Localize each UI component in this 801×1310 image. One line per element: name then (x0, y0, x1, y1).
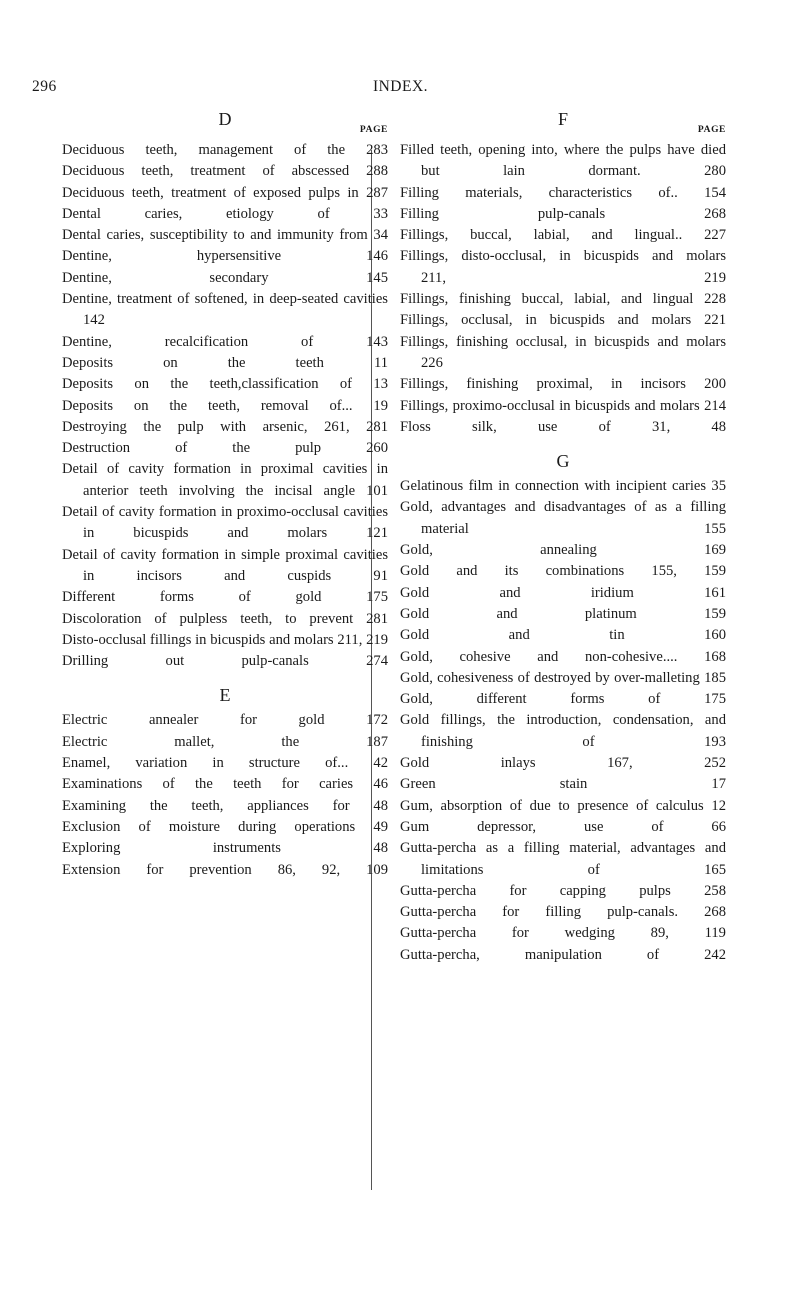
dot-leader (330, 206, 374, 222)
entry-page: 42 (373, 755, 388, 772)
entry-text: Gum depressor, use of (400, 818, 664, 835)
index-entry (400, 625, 726, 646)
entry-text: Detail of cavity formation in proximo-occlusal cavities in bicuspids and molars (62, 504, 388, 542)
entry-text: Gutta-percha for filling pulp-canals. (400, 904, 679, 921)
entry-text: Drilling out pulp-canals (62, 653, 309, 670)
entry-page: 48 (373, 797, 389, 814)
entry-page: 35 (711, 478, 726, 495)
entry-page: 214 (704, 397, 726, 414)
entry-text: Gutta-percha for wedging (400, 925, 615, 942)
dot-leader (615, 925, 651, 941)
page-column-label: PAGE (359, 125, 388, 135)
entry-text: Deposits on the teeth,classification of (62, 376, 353, 393)
dot-leader (671, 883, 704, 899)
entry-page: 159 (704, 605, 726, 622)
dot-leader (355, 483, 366, 499)
entry-page: 66 (711, 818, 726, 835)
entry-text: Different forms of gold (62, 589, 322, 606)
entry-text: Gutta-percha for capping pulps (400, 882, 671, 899)
dot-leader (321, 440, 366, 456)
dot-leader (269, 270, 367, 286)
dot-leader (682, 227, 704, 243)
dot-leader (281, 248, 366, 264)
entry-page: 228 (704, 291, 726, 308)
entry-text: Fillings, finishing buccal, labial, and lingual (400, 291, 694, 308)
entry-text: Deciduous teeth, management of the (62, 142, 346, 158)
entry-page: 143 (366, 333, 388, 350)
dot-leader (677, 649, 704, 665)
dot-leader (691, 312, 704, 328)
index-entry (62, 417, 388, 438)
dot-leader (659, 947, 704, 963)
entry-text: Gutta-percha, manipulation of (400, 946, 660, 963)
entry-text: Gold, cohesiveness of destroyed by over-malleting (400, 669, 700, 686)
dot-leader (331, 568, 373, 584)
dot-leader (686, 376, 704, 392)
page-column-label: PAGE (697, 125, 726, 135)
index-entry (400, 374, 726, 395)
entry-text: Electric mallet, the (62, 733, 300, 750)
entry-page: 146 (366, 248, 388, 265)
index-entry (400, 310, 726, 331)
entry-text: Gold, cohesive and non-cohesive.... (400, 648, 678, 665)
left-column (62, 108, 388, 881)
index-entry (62, 353, 388, 374)
entry-text: Green stain (400, 776, 588, 793)
entry-text: Exploring instruments (62, 840, 281, 857)
entry-page: 281 (366, 610, 389, 627)
entry-text: Deciduous teeth, treatment of exposed pulps in (62, 184, 359, 201)
index-entry (62, 374, 388, 395)
entry-text: Deciduous teeth, treatment of abscessed (62, 163, 350, 180)
index-entry (62, 502, 388, 545)
entry-page: 283 (366, 142, 388, 158)
index-entry (400, 246, 726, 289)
dot-leader (353, 398, 374, 414)
dot-leader (313, 334, 366, 350)
entry-page: 169 (704, 542, 726, 559)
index-entry (400, 817, 726, 838)
entry-page: 268 (704, 904, 727, 921)
dot-leader (587, 776, 711, 792)
entry-text: Detail of cavity formation in proximal cavities in anterior teeth involving the incisal angle (62, 461, 388, 499)
index-entry (400, 540, 726, 561)
entry-text: Dental caries, susceptibility to and immunity from (62, 227, 368, 244)
index-entry (62, 732, 388, 753)
index-entry (62, 796, 388, 817)
index-entry (400, 923, 726, 944)
index-entry (62, 860, 388, 881)
index-entry (400, 710, 726, 753)
dot-leader (350, 798, 374, 814)
entry-text: Gutta-percha as a filling material, advantages and limitations of (400, 840, 726, 878)
section-letter: G (556, 451, 570, 472)
entry-page: 33 (373, 205, 388, 222)
index-entry (400, 204, 726, 225)
entry-text: Electric annealer for gold (62, 712, 325, 729)
dot-leader (625, 627, 704, 643)
entry-text: Gold and its combinations (400, 563, 625, 580)
entry-text: Examinations of the teeth for caries (62, 776, 354, 793)
index-entry (62, 753, 388, 774)
entry-page: 49 (373, 818, 388, 835)
entry-page: 172 (366, 712, 388, 729)
dot-leader (595, 734, 705, 750)
entry-page: 227 (704, 227, 727, 244)
index-entry (400, 140, 726, 183)
index-entry (62, 225, 388, 246)
dot-leader (353, 611, 366, 627)
page-number: 296 (32, 78, 57, 95)
index-entry (400, 497, 726, 540)
entry-text: Extension for prevention (62, 861, 252, 878)
entry-text: Disto-occlusal fillings in bicuspids and molars (62, 631, 334, 648)
index-entry (400, 604, 726, 625)
entry-page: 280 (704, 163, 726, 180)
index-entry (62, 140, 388, 161)
entry-text: Enamel, variation in structure of... (62, 755, 349, 772)
section-letter: E (219, 685, 231, 706)
entry-page: 242 (704, 946, 726, 963)
entry-text: Gelatinous film in connection with incipient caries (400, 478, 707, 495)
entry-page: 145 (366, 269, 388, 286)
entry-page: 261, 281 (324, 418, 389, 435)
index-entry (400, 753, 726, 774)
dot-leader (660, 691, 704, 707)
entry-page: 221 (704, 312, 726, 329)
entry-page: 193 (704, 733, 726, 750)
entry-page: 161 (704, 584, 726, 601)
entry-text: Filling materials, characteristics of.. (400, 184, 678, 201)
dot-leader (611, 419, 652, 435)
section-heading (400, 438, 726, 476)
index-entry (400, 583, 726, 604)
index-entry (62, 459, 388, 502)
index-entry (400, 796, 726, 817)
entry-page: 175 (366, 589, 388, 606)
index-entry (400, 396, 726, 417)
section-heading (62, 108, 388, 140)
entry-page: 167, 252 (607, 755, 727, 772)
index-entry (62, 268, 388, 289)
entry-page: 200 (704, 376, 727, 393)
index-entry (62, 609, 388, 630)
entry-page: 11 (373, 354, 388, 371)
entry-text: Gold fillings, the introduction, condensation, and finishing of (400, 712, 726, 750)
entry-text: Gold, annealing (400, 542, 597, 559)
entry-text: Examining the teeth, appliances for (62, 797, 350, 814)
entry-text: Deposits on the teeth, removal of... (62, 397, 353, 414)
index-entry (62, 630, 388, 651)
entry-page: 260 (366, 440, 388, 457)
index-entry (62, 817, 388, 838)
entry-page: 274 (366, 653, 388, 670)
entry-page: 226 (421, 354, 443, 371)
entry-text: Gold inlays (400, 755, 536, 772)
dot-leader (634, 585, 704, 601)
entry-page: 12 (711, 797, 726, 814)
entry-text: Gold and platinum (400, 605, 637, 622)
entry-page: 211, 219 (337, 631, 389, 648)
entry-text: Filled teeth, opening into, where the pulps have died but lain dormant. (400, 142, 726, 180)
entry-page: 48 (373, 840, 388, 857)
dot-leader (281, 840, 373, 856)
index-entry (62, 587, 388, 608)
section-letter: F (557, 109, 568, 129)
entry-page: 211, 219 (421, 269, 726, 286)
index-entry (62, 161, 388, 182)
dot-leader (353, 776, 373, 792)
entry-page: 155, 159 (651, 563, 726, 580)
entry-text: Fillings, finishing proximal, in incisors (400, 376, 686, 393)
index-entry (62, 438, 388, 459)
dot-leader (327, 525, 366, 541)
right-column (400, 108, 726, 966)
entry-page: 268 (704, 205, 726, 222)
dot-leader (349, 163, 366, 179)
entry-page: 160 (704, 627, 726, 644)
entry-text: Deposits on the teeth (62, 354, 324, 371)
dot-leader (664, 819, 712, 835)
dot-leader (600, 862, 704, 878)
index-entry (62, 710, 388, 731)
section-heading (62, 672, 388, 710)
entry-page: 17 (711, 776, 726, 793)
entry-page: 175 (704, 691, 726, 708)
index-entry (62, 545, 388, 588)
entry-page: 187 (366, 733, 388, 750)
entry-page: 142 (83, 312, 105, 329)
index-entry (400, 225, 726, 246)
entry-text: Gum, absorption of due to presence of calculus (400, 797, 704, 814)
dot-leader (641, 163, 704, 179)
index-entry (400, 332, 726, 375)
index-entry (400, 945, 726, 966)
dot-leader (352, 376, 373, 392)
index-entry (62, 332, 388, 353)
entry-page: 46 (373, 776, 388, 793)
page-title: INDEX. (372, 78, 429, 95)
entry-page: 165 (704, 861, 726, 878)
entry-text: Gold and iridium (400, 584, 634, 601)
entry-page: 31, 48 (651, 418, 726, 435)
index-entry (400, 417, 726, 438)
entry-text: Detail of cavity formation in simple proximal cavities in incisors and cuspids (62, 546, 388, 584)
entry-page: 34 (373, 227, 388, 244)
entry-text: Gold, advantages and disadvantages of as a filling material (400, 499, 726, 537)
section-letter: D (218, 109, 232, 129)
entry-page: 91 (373, 567, 388, 584)
dot-leader (605, 206, 704, 222)
entry-page: 101 (366, 482, 388, 499)
index-entry (400, 668, 726, 689)
index-entry (62, 838, 388, 859)
entry-text: Fillings, proximo-occlusal in bicuspids and molars (400, 397, 700, 414)
index-entry (62, 651, 388, 672)
entry-page: 185 (704, 669, 726, 686)
entry-page: 288 (366, 163, 388, 180)
entry-page: 86, 92, 109 (277, 861, 389, 878)
entry-text: Gold, different forms of (400, 691, 661, 708)
entry-text: Floss silk, use of (400, 418, 611, 435)
entry-page: 13 (373, 376, 388, 393)
entry-text: Fillings, buccal, labial, and lingual.. (400, 227, 683, 244)
index-entry (400, 902, 726, 923)
index-entry (62, 204, 388, 225)
entry-page: 155 (704, 520, 726, 537)
dot-leader (309, 653, 366, 669)
entry-page: 89, 119 (650, 925, 726, 942)
entry-text: Fillings, finishing occlusal, in bicuspids and molars (400, 333, 726, 350)
dot-leader (325, 712, 367, 728)
index-entry (400, 689, 726, 710)
dot-leader (624, 563, 651, 579)
dot-leader (345, 142, 366, 158)
entry-page: 168 (704, 648, 726, 665)
dot-leader (678, 904, 704, 920)
dot-leader (597, 542, 704, 558)
dot-leader (355, 819, 373, 835)
dot-leader (693, 291, 704, 307)
entry-text: Destroying the pulp with arsenic, (62, 418, 308, 435)
dot-leader (321, 589, 366, 605)
dot-leader (252, 862, 278, 878)
index-entry (400, 183, 726, 204)
entry-page: 258 (704, 882, 726, 899)
section-heading (400, 108, 726, 140)
entry-page: 287 (366, 184, 388, 201)
dot-leader (536, 755, 608, 771)
dot-leader (637, 606, 704, 622)
entry-text: Destruction of the pulp (62, 440, 322, 457)
entry-text: Dentine, secondary (62, 269, 269, 286)
entry-page: 19 (373, 397, 388, 414)
page-header (0, 78, 801, 100)
entry-page: 121 (366, 525, 388, 542)
entry-page: 154 (704, 184, 726, 201)
index-entry (400, 647, 726, 668)
entry-text: Dentine, treatment of softened, in deep-seated cavities (62, 291, 388, 308)
dot-leader (469, 521, 704, 537)
index-entry (62, 183, 388, 204)
entry-text: Discoloration of pulpless teeth, to prevent (62, 610, 354, 627)
index-entry (62, 774, 388, 795)
index-entry (400, 881, 726, 902)
entry-text: Exclusion of moisture during operations (62, 818, 356, 835)
index-entry (400, 774, 726, 795)
entry-text: Dentine, hypersensitive (62, 248, 282, 265)
index-entry (62, 246, 388, 267)
dot-leader (308, 419, 325, 435)
dot-leader (359, 185, 366, 201)
entry-text: Fillings, disto-occlusal, in bicuspids and molars (400, 248, 726, 265)
entry-text: Dental caries, etiology of (62, 205, 330, 222)
index-entry (400, 476, 726, 497)
index-entry (400, 838, 726, 881)
dot-leader (324, 355, 374, 371)
index-entry (400, 561, 726, 582)
entry-text: Dentine, recalcification of (62, 333, 314, 350)
index-entry (400, 289, 726, 310)
entry-text: Filling pulp-canals (400, 205, 606, 222)
dot-leader (678, 185, 704, 201)
dot-leader (348, 755, 373, 771)
index-entry (62, 289, 388, 332)
dot-leader (299, 734, 366, 750)
index-entry (62, 396, 388, 417)
entry-text: Fillings, occlusal, in bicuspids and molars (400, 312, 692, 329)
entry-text: Gold and tin (400, 627, 625, 644)
